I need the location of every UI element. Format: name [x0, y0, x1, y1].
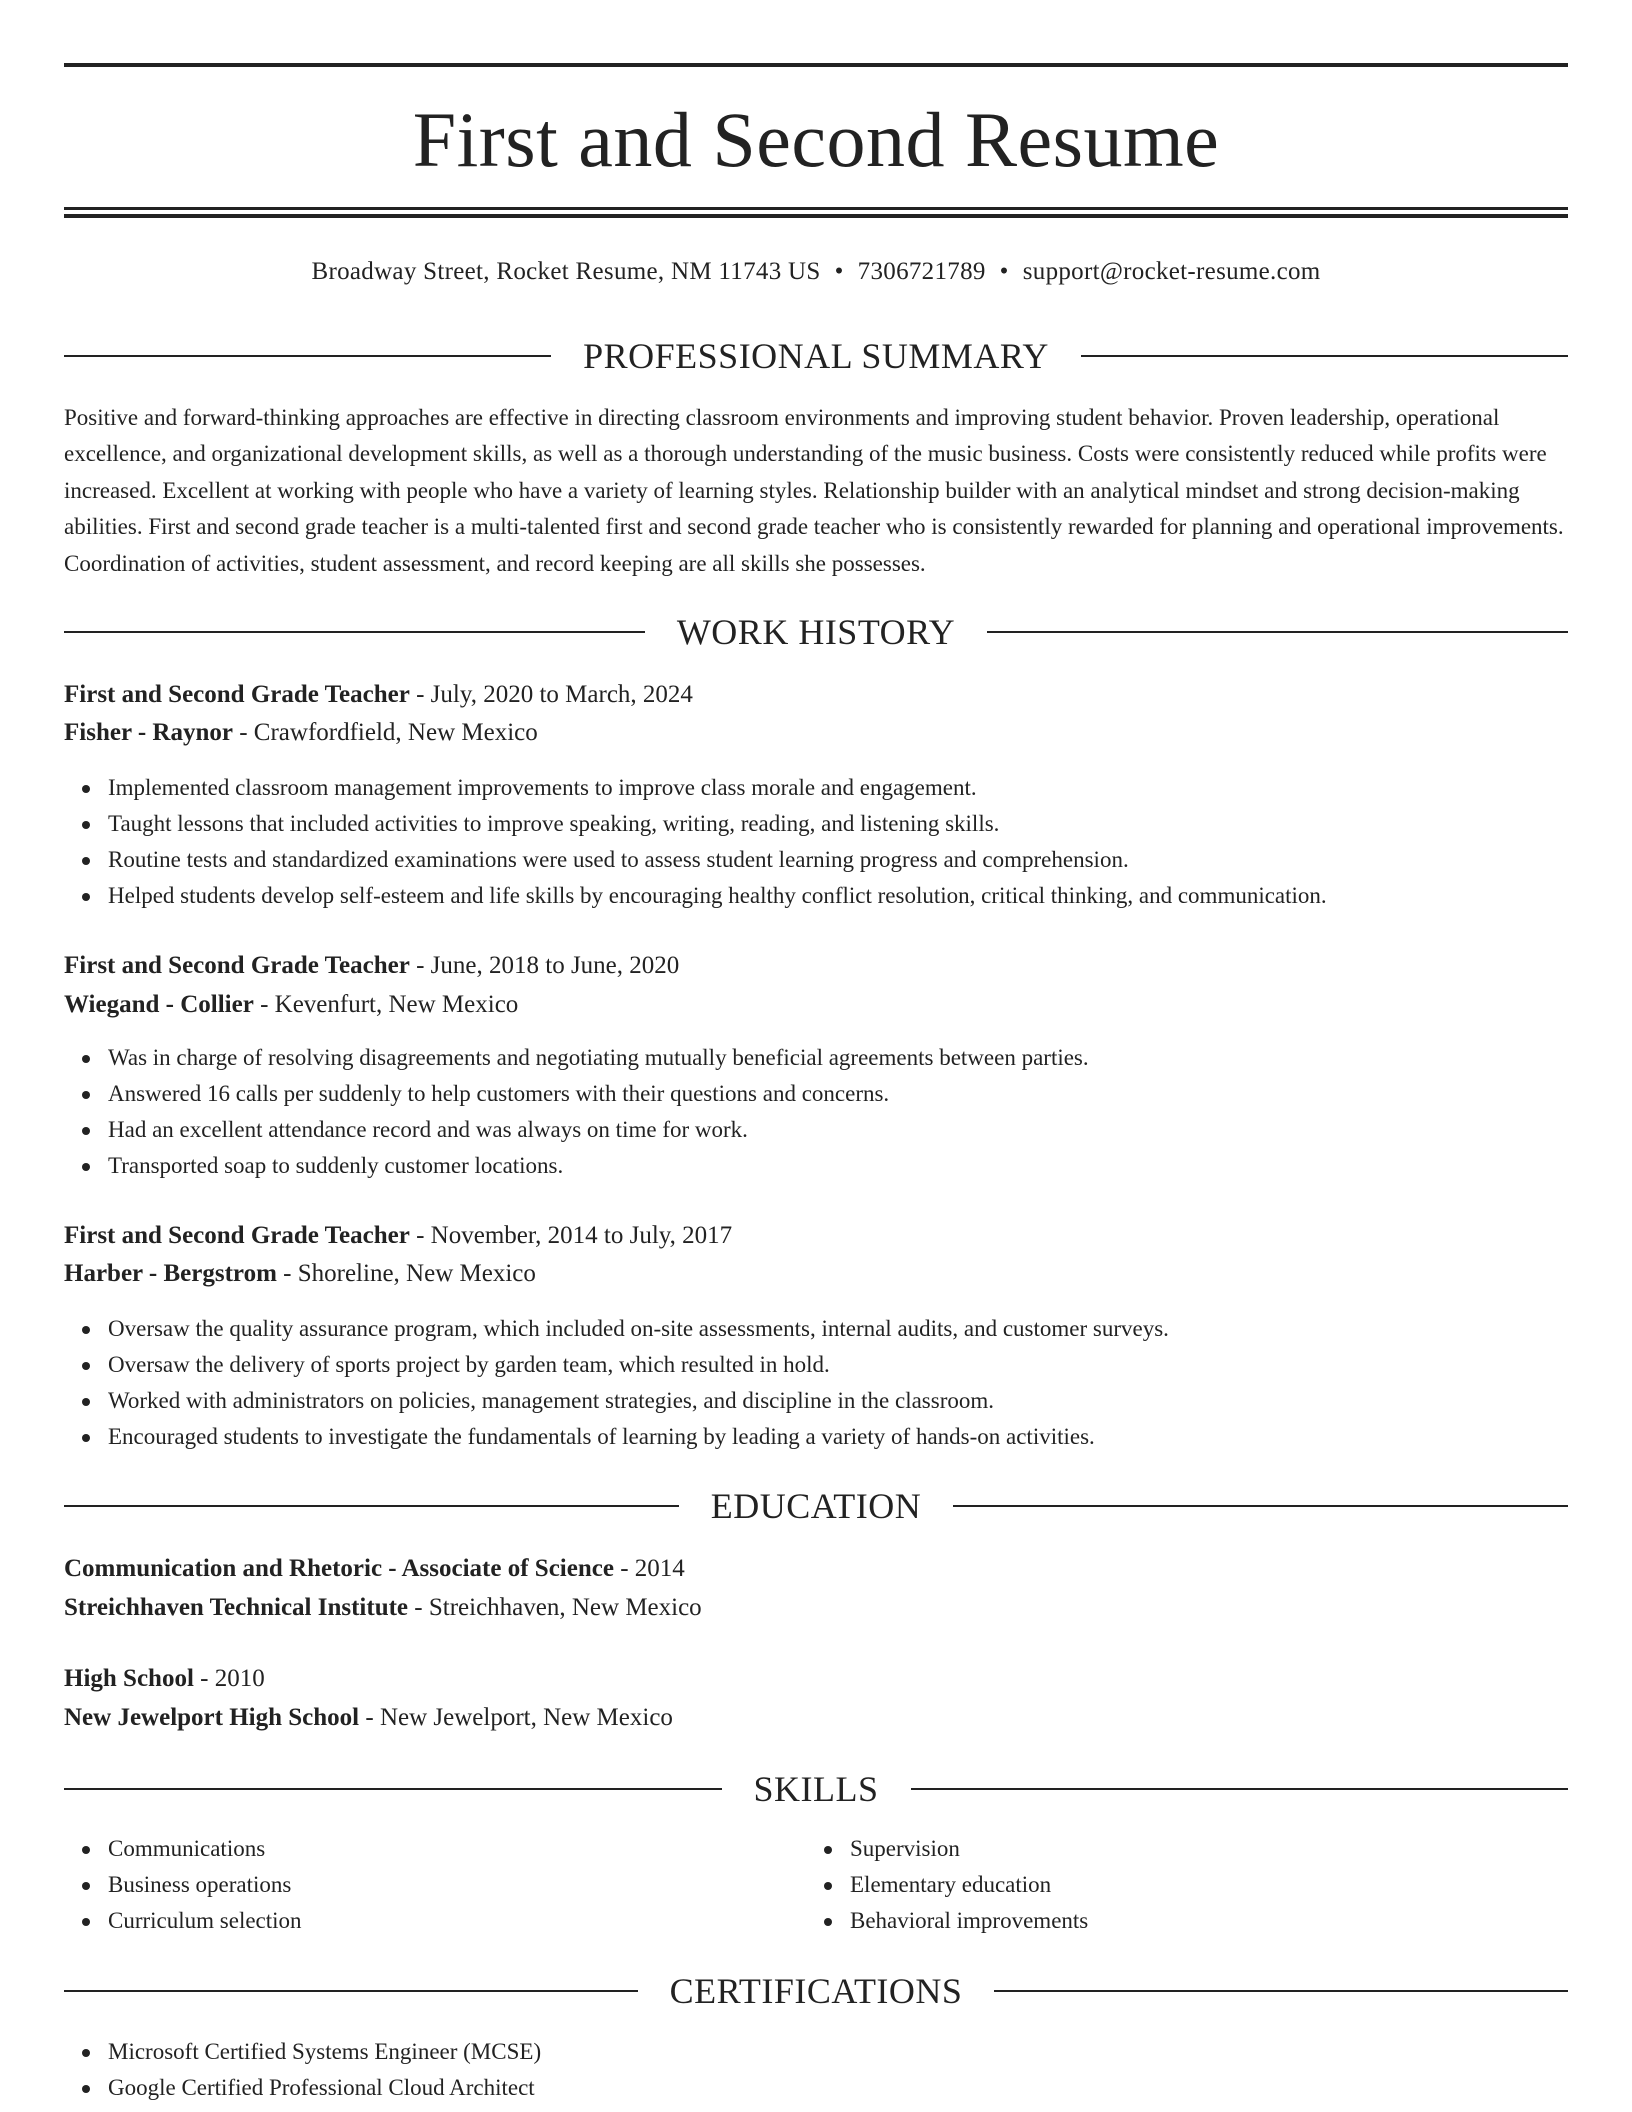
list-item: Encouraged students to investigate the fundamentals of learning by leading a variety of hands-on activities.: [108, 1419, 1568, 1455]
job-employer: Fisher - Raynor: [64, 719, 233, 746]
list-item: Had an excellent attendance record and was always on time for work.: [108, 1112, 1568, 1148]
skill-item: Supervision: [850, 1831, 1550, 1867]
job-location: - Kevenfurt, New Mexico: [253, 991, 519, 1018]
section-header-education: [64, 1484, 1568, 1528]
list-item: Implemented classroom management improvements to improve class morale and engagement.: [108, 770, 1568, 806]
education-school-line: [64, 1590, 702, 1626]
job-dates: - November, 2014 to July, 2017: [409, 1222, 733, 1249]
section-header-work-history: [64, 610, 1568, 654]
job-employer-line: [64, 715, 538, 751]
education-year: - 2014: [613, 1555, 685, 1582]
job-employer-line: [64, 1256, 536, 1292]
job-bullets: [64, 1040, 1568, 1184]
certification-item: Microsoft Certified Systems Engineer (MCSE): [108, 2034, 1568, 2070]
job-employer: Wiegand - Collier: [64, 991, 254, 1018]
skills-list-left: [64, 1831, 808, 1939]
divider: [953, 1505, 1568, 1507]
contact-phone: 7306721789: [857, 258, 986, 285]
list-item: Oversaw the quality assurance program, which included on-site assessments, internal audits, and customer surveys.: [108, 1311, 1568, 1347]
divider: [911, 1788, 1569, 1790]
job-dates: - June, 2018 to June, 2020: [409, 952, 680, 979]
contact-email: support@rocket-resume.com: [1022, 258, 1321, 285]
education-location: - New Jewelport, New Mexico: [359, 1704, 673, 1731]
contact-separator: •: [834, 258, 844, 285]
job-title-line: [64, 948, 679, 984]
resume-title: First and Second Resume: [412, 96, 1220, 183]
divider: [64, 1788, 722, 1790]
job-title: First and Second Grade Teacher: [64, 681, 410, 708]
education-school: Streichhaven Technical Institute: [64, 1594, 409, 1621]
section-header-skills: [64, 1767, 1568, 1811]
education-school-line: [64, 1700, 673, 1736]
section-header-certifications: [64, 1969, 1568, 2013]
list-item: Helped students develop self-esteem and life skills by encouraging healthy conflict resolution, critical thinking, and communication.: [108, 878, 1568, 914]
education-location: - Streichhaven, New Mexico: [408, 1594, 702, 1621]
section-title: PROFESSIONAL SUMMARY: [583, 336, 1049, 376]
contact-separator: •: [999, 258, 1009, 285]
divider: [987, 631, 1568, 633]
skill-item: Business operations: [108, 1867, 808, 1903]
section-title: CERTIFICATIONS: [669, 1971, 963, 2011]
contact-address: Broadway Street, Rocket Resume, NM 11743 US: [311, 258, 821, 285]
title-double-rule: [64, 207, 1568, 218]
section-title: SKILLS: [753, 1769, 879, 1809]
list-item: Worked with administrators on policies, management strategies, and discipline in the classroom.: [108, 1383, 1568, 1419]
job-bullets: [64, 770, 1568, 914]
certifications-list: [64, 2034, 1568, 2106]
job-employer: Harber - Bergstrom: [64, 1260, 277, 1287]
divider: [64, 631, 645, 633]
divider: [64, 1505, 679, 1507]
job-dates: - July, 2020 to March, 2024: [409, 681, 693, 708]
job-location: - Shoreline, New Mexico: [276, 1260, 536, 1287]
education-degree: High School: [64, 1665, 194, 1692]
education-degree: Communication and Rhetoric - Associate of Science: [64, 1555, 614, 1582]
education-degree-line: [64, 1551, 685, 1587]
top-rule: [64, 63, 1568, 67]
skill-item: Behavioral improvements: [850, 1903, 1550, 1939]
section-title: WORK HISTORY: [676, 612, 956, 652]
education-degree-line: [64, 1661, 265, 1697]
job-title: First and Second Grade Teacher: [64, 952, 410, 979]
skill-item: Communications: [108, 1831, 808, 1867]
divider: [994, 1990, 1568, 1992]
contact-line: [64, 254, 1568, 290]
divider: [1081, 355, 1568, 357]
list-item: Transported soap to suddenly customer locations.: [108, 1148, 1568, 1184]
section-title: EDUCATION: [710, 1486, 922, 1526]
job-title-line: [64, 1218, 732, 1254]
list-item: Was in charge of resolving disagreements and negotiating mutually beneficial agreements between parties.: [108, 1040, 1568, 1076]
education-school: New Jewelport High School: [64, 1704, 360, 1731]
skills-list-right: [806, 1831, 1550, 1939]
skill-item: Curriculum selection: [108, 1903, 808, 1939]
job-bullets: [64, 1311, 1568, 1455]
skill-item: Elementary education: [850, 1867, 1550, 1903]
job-employer-line: [64, 987, 518, 1023]
certification-item: Google Certified Professional Cloud Architect: [108, 2070, 1568, 2106]
education-year: - 2010: [193, 1665, 265, 1692]
divider: [64, 355, 551, 357]
divider: [64, 1990, 638, 1992]
section-header-summary: [64, 334, 1568, 378]
summary-text: Positive and forward-thinking approaches are effective in directing classroom environments and improving student behavior. Proven leadership, operational excellence, and organizational development skills, as well as a thorough understanding of the music business. Costs were consistently reduced while profits were increased. Excellent at working with people who have a variety of learning styles. Relationship builder with an analytical mindset and strong decision-making abilities. First and second grade teacher is a multi-talented first and second grade teacher who is consistently rewarded for planning and operational improvements. Coordination of activities, student assessment, and record keeping are all skills she possesses.: [64, 405, 1564, 576]
list-item: Taught lessons that included activities to improve speaking, writing, reading, and listening skills.: [108, 806, 1568, 842]
job-location: - Crawfordfield, New Mexico: [232, 719, 538, 746]
job-title: First and Second Grade Teacher: [64, 1222, 410, 1249]
list-item: Routine tests and standardized examinations were used to assess student learning progress and comprehension.: [108, 842, 1568, 878]
job-title-line: [64, 677, 693, 713]
list-item: Answered 16 calls per suddenly to help customers with their questions and concerns.: [108, 1076, 1568, 1112]
list-item: Oversaw the delivery of sports project by garden team, which resulted in hold.: [108, 1347, 1568, 1383]
